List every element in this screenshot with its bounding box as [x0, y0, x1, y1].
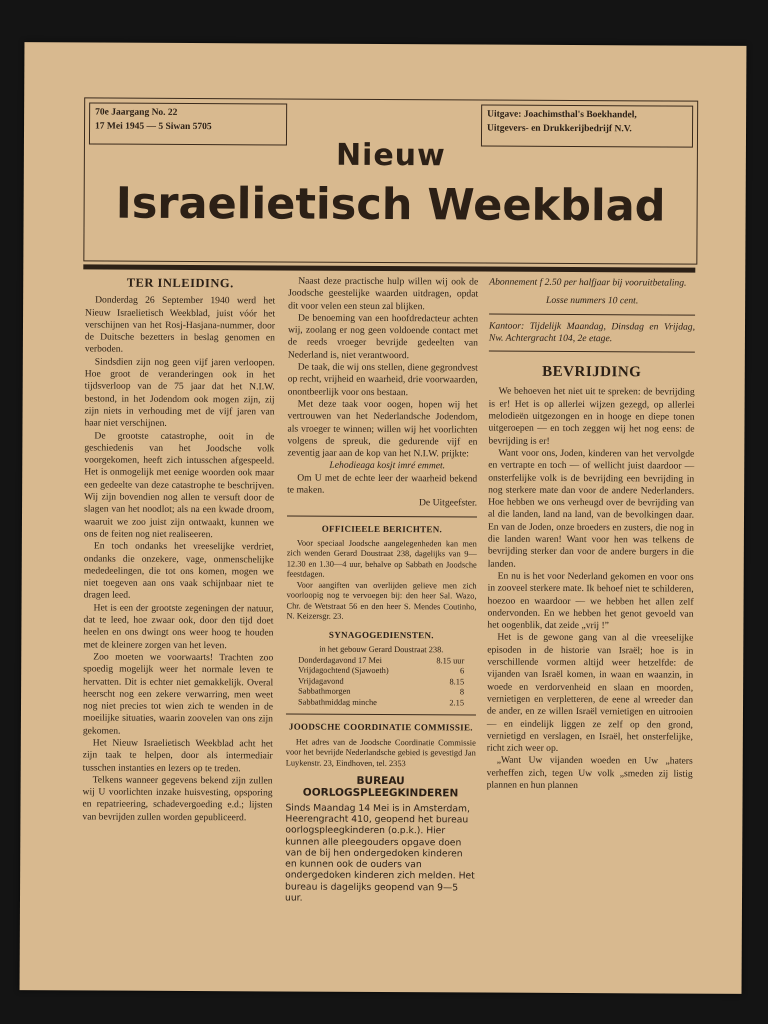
single-price: Losse nummers 10 cent. — [546, 295, 639, 307]
service-time: 6 — [459, 666, 465, 676]
service-name: Donderdagavond 17 Mei — [298, 655, 383, 665]
motto: Lehodieaga kosjt imré emmet. — [329, 460, 446, 472]
commission-heading: JOODSCHE COORDINATIE COMMISSIE. — [288, 721, 473, 733]
subscription-info: Abonnement f 2.50 per halfjaar bij vooruitbetaling. — [489, 276, 687, 289]
bureau-heading: BUREAU OORLOGSPLEEGKINDEREN — [302, 774, 459, 800]
column-3 — [487, 277, 696, 793]
paragraph: Het is een der grootste zegeningen der natuur, dat te leed, hoe zwaar ook, door den tijd doet heelen en ons dwingt ons weer hoog te houden met de kleinere zorgen van het leven. — [83, 602, 274, 651]
service-name: Sabbathmiddag minche — [298, 697, 377, 707]
service-name: Vrijdagavond — [298, 676, 344, 686]
service-time: 8 — [459, 687, 465, 697]
service-row — [298, 697, 464, 708]
publisher-line-1: Uitgave: Joachimsthal's Boekhandel, — [487, 109, 637, 121]
paragraph: Donderdag 26 September 1940 werd het Nieuw Israelietisch Weekblad, juist vóór het verschijnen van het Rosj-Hasjana-nummer, door de Duitsche bezetters in beslag genomen en verboden. — [84, 294, 276, 356]
divider — [489, 351, 695, 353]
article-heading-inleiding: TER INLEIDING. — [126, 275, 234, 291]
synagogue-intro: in het gebouw Gerard Doustraat 238. — [319, 644, 444, 655]
divider — [489, 313, 695, 315]
paragraph: Zoo moeten we voorwaarts! Trachten zoo spoedig mogelijk weer het normale leven te hervatten. Dit is echter niet gemakkelijk. Overal heerscht nog een zekere verwarring, men weet nog niet precies tot wien zich te wenden in de moeilijke situaties, waarin zoovelen van ons zijn gekomen. — [82, 651, 274, 737]
paragraph: De benoeming van een hoofdredacteur achten wij, zoolang er nog geen voldoende contact met de reeds vroeger bevrijde gedeelten van Nederland is, niet verantwoord. — [287, 312, 479, 361]
paragraph: Het Nieuw Israelietisch Weekblad acht het zijn taak te helpen, door als intermediair tusschen instanties en lezers op te treden. — [82, 737, 273, 774]
newspaper-page — [20, 42, 747, 994]
service-name: Sabbathmorgen — [298, 686, 351, 697]
official-heading: OFFICIEELE BERICHTEN. — [321, 523, 443, 534]
synagogue-heading: SYNAGOGEDIENSTEN. — [328, 629, 434, 641]
divider — [287, 515, 477, 517]
service-name: Vrijdagochtend (Sjawoeth) — [298, 665, 389, 676]
issue-number: 70e Jaargang No. 22 — [95, 107, 178, 118]
bureau-text: Sinds Maandag 14 Mei is in Amsterdam, Heerengracht 410, geopend het bureau oorlogspleegkinderen (o.p.k.). Hier kunnen alle pleegouders opgave doen van de bij hen ondergedoken kinderen en kunnen ook de ouders van ondergedoken kinderen zich melden. Het bureau is dagelijks geopend van 9—5 uur. — [284, 802, 475, 904]
paragraph: De taak, die wij ons stellen, diene gegrondvest op recht, vrijheid en waarheid, drie voorwaarden, onontbeerlijk voor ons bestaan. — [287, 361, 478, 398]
article-heading-bevrijding: BEVRIJDING — [542, 364, 642, 381]
paragraph: We behoeven het niet uit te spreken: de bevrijding is er! Het is op allerlei wijzen gezegd, op allerlei melodieën uitgezongen en in hooge en diepe tonen uitgeroepen — en toch zeggen wij het nog eens: de bevrijding is er! — [488, 386, 695, 447]
paragraph: Telkens wanneer gegevens bekend zijn zullen wij U voorlichten inzake huisvesting, opsporing en repatrieering, schadevergoeding e.d.; lijsten van bevrijden zullen worden gepubliceerd. — [82, 774, 273, 824]
column-2 — [285, 276, 478, 905]
office-info: Kantoor: Tijdelijk Maandag, Dinsdag en Vrijdag, Nw. Achtergracht 104, 2e etage. — [488, 320, 696, 345]
divider — [286, 714, 476, 716]
newspaper-title: Israelietisch Weekblad — [115, 178, 666, 232]
masthead-rule — [83, 264, 695, 272]
commission-text: Het adres van de Joodsche Coordinatie Commissie voor het bevrijde Nederlandsche gebied is gevestigd Jan Luykenstr. 23, Eindhoven, tel. 2353 — [285, 737, 476, 768]
paragraph: Het is de gewone gang van al die vreeselijke episoden in de historie van Israël; hoe is in verschillende vormen altijd weer hetzelfde: de vijanden van Israël komen, in waan en waanzin, in woede en verdorvenheid en slaan en moorden, vernietigen en verpletteren, de eene al wreeder dan de ander, en ze willen Israël vernietigen en uitrooien — en eindelijk liggen ze zelf op den grond, vernietigd en verslagen, en Israël, het onsterfelijke, richt zich weer op. — [486, 632, 694, 755]
paragraph: Met deze taak voor oogen, hopen wij het vertrouwen van het Nederlandsche Jodendom, als vroeger te winnen; willen wij het voorlichten volgens de spreuk, die gedurende vijf en zeventig jaar aan de kop van het N.I.W. prijkte: — [287, 398, 478, 460]
paragraph: En toch ondanks het vreeselijke verdriet, ondanks die onzekere, vage, onmenschelijke mededeelingen, die tot ons komen, mogen we niet toegeven aan ons vaak schijnbaar niet te dragen leed. — [83, 540, 274, 602]
paragraph: Naast deze practische hulp willen wij ook de Joodsche geestelijke waarden uitdragen, opdat dit voor velen een steun zal blijken. — [288, 275, 479, 312]
paragraph: De grootste catastrophe, ooit in de geschiedenis van het Joodsche volk voorgekomen, heeft zich intusschen afgespeeld. Het is onmogelijk met eenige woorden ook maar een gedeelte van deze catastrophe te beschrijven. Wij zijn bovendien nog allen te versuft door de slagen van het noodlot; als na een kwade droom, waaruit we zoo juist zijn ontwaakt, kunnen we ons de feiten nog niet realiseeren. — [83, 430, 275, 541]
paragraph: En nu is het voor Nederland gekomen en voor ons in zooveel sterkere mate. Ik behoef niet te schilderen, hoezoo en waardoor — we hebben het allen zelf ondervonden. En we hebben het genot gevoeld van het oogenblik, dat zeide „vrij !” — [487, 570, 694, 632]
service-time: 2.15 — [449, 698, 465, 708]
title-nieuw: Nieuw — [335, 137, 446, 174]
paragraph: Om U met de echte leer der waarheid bekend te maken. — [287, 472, 478, 496]
service-time: 8.15 — [449, 677, 465, 687]
issue-date: 17 Mei 1945 — 5 Siwan 5705 — [95, 121, 212, 133]
official-text: Voor speciaal Joodsche aangelegenheden kan men zich wenden Gerard Doustraat 238, dagelijks van 9—12.30 en 1.30—4 uur, behalve op Sabbath en Joodsche feestdagen. — [286, 538, 477, 580]
service-list — [286, 655, 476, 708]
publisher-line-2: Uitgevers- en Drukkerijbedrijf N.V. — [487, 123, 632, 135]
official-text: Voor aangiften van overlijden gelieve men zich voorloopig nog te vervoegen bij: den heer Sal. Wazo, Chr. de Wetstraat 56 en den heer S. Mendes Coutinho, N. Keizersgr. 23. — [286, 580, 477, 622]
signature: De Uitgeefster. — [418, 497, 478, 509]
masthead — [83, 97, 698, 264]
paragraph: Sindsdien zijn nog geen vijf jaren verloopen. Hoe groot de veranderingen ook in het tijdsverloop van de 75 jaar dat het N.I.W. bestond, in het Jodendom ook mogen zijn, zij zijn niets in verhouding met de vijf jaren van haar niet verschijnen. — [84, 356, 275, 430]
paragraph: Want voor ons, Joden, kinderen van het vervolgde en vertrapte en toch — of wellicht juist daardoor — onsterfelijke volk is de bevrijding een bevrijding in nog sterkere mate dan voor de andere Nederlanders. Hoe hebben we ons verheugd over de bevrijding van al die landen, land na land, van de bevolkingen daar. En van de Joden, onze broeders en zusters, die nog in die landen waren! Want voor hen was telkens de bevrijding sterker dan voor de andere burgers in die landen. — [487, 447, 695, 570]
column-1 — [82, 274, 275, 824]
paragraph: „Want Uw vijanden woeden en Uw „haters verheffen zich, tegen Uw volk „smeden zij listig plannen en hun plannen — [486, 754, 693, 792]
service-time: 8.15 uur — [436, 656, 465, 666]
